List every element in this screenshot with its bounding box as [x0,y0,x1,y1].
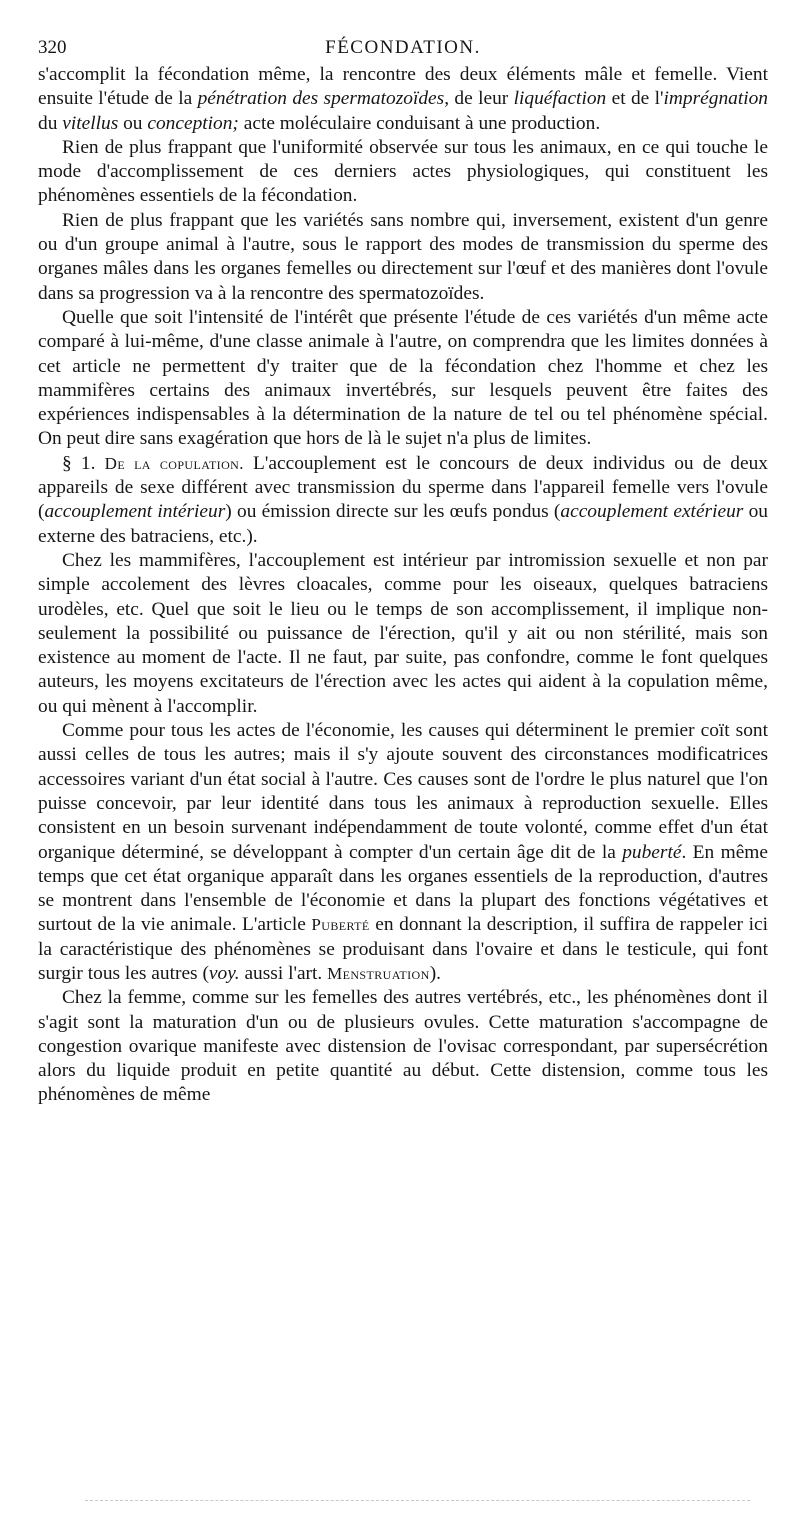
italic-term: accouplement extérieur [560,501,744,523]
text-run: en donnant la description, il suffira de rappeler ici la caractéristique des phénomènes se produisant dans l'ovaire et dans le testicule, qui font surgir tous les autres ( [38,914,768,984]
cross-reference: Menstruation [327,963,430,983]
text-run: ) ou émission directe sur les œufs pondus ( [225,501,561,523]
italic-term: vitellus [62,112,119,134]
italic-term: puberté [622,841,682,863]
italic-term: pénétration des spermatozoïdes [197,88,445,110]
italic-term: accouplement intérieur [44,501,226,523]
italic-term: conception; [147,112,239,134]
text-run: , de leur [444,88,514,110]
text-run: du [38,112,63,134]
text-run: et de l' [606,88,664,110]
section-mark: § 1. [62,452,96,474]
italic-term: imprégnation [663,88,769,110]
text-run: aussi l'art. [239,962,328,984]
page-number: 320 [38,37,67,58]
paragraph-3: Rien de plus frappant que les variétés sans nombre qui, inversement, existent d'un genre ou d'un groupe animal à l'autre, sous le rapport des modes de transmission du sperme des organes mâles dans les organes femelles ou directement sur l'œuf et des manières dont l'ovule dans sa progression va à la rencontre des spermatozoïdes. [38,209,768,304]
italic-term: voy. [208,962,240,984]
paragraph-7 [38,719,768,986]
text-run: s'accomplit la fécondation même, la rencontre des deux éléments mâle et femelle. Vient ensuite l'étude de la [38,64,768,110]
text-run: ou [118,112,148,134]
text-run: L'accouplement est le concours de deux individus ou de deux appareils de sexe différent avec transmission du sperme dans l'appareil femelle vers l'ovule ( [38,452,768,523]
body-text [38,63,768,1108]
section-title: De la copulation. [104,453,244,473]
text-run: . En même temps que cet état organique apparaît dans les organes essentiels de la reproduction, d'autres se montrent dans l'ensemble de l'économie et dans la plupart des fonctions végétatives et surtout de la vie animale. L'article [38,841,768,936]
text-run: acte moléculaire conduisant à une production. [238,112,601,134]
paragraph-8: Chez la femme, comme sur les femelles des autres vertébrés, etc., les phénomènes dont il s'agit sont la maturation d'un ou de plusieurs ovules. Cette maturation s'accompagne de congestion ovarique manifeste avec distension de l'ovisac correspondant, par supersécrétion alors du liquide produit en petite quantité au début. Cette distension, comme tous les phénomènes de même [38,987,768,1106]
text-run: ou externe des batraciens, etc.). [38,501,768,547]
text-run: Comme pour tous les actes de l'économie, les causes qui déterminent le premier coït sont aussi celles de tous les autres; mais il s'y ajoute souvent des circonstances modificatrices accessoires variant d'un état social à l'autre. Ces causes sont de l'ordre le plus naturel que l'on puisse concevoir, par leur identité dans tous les animaux à reproduction sexuelle. Elles consistent en un besoin survenant indépendamment de toute volonté, comme effet d'un état organique déterminé, se développant à compter d'un certain âge dit de la [38,720,768,863]
cross-reference: Puberté [311,915,370,935]
text-run: ). [429,962,442,984]
paragraph-6: Chez les mammifères, l'accouplement est intérieur par intromission sexuelle et non par simple accolement des lèvres cloacales, comme pour les oiseaux, quelques batraciens urodèles, etc. Quel que soit le lieu ou le temps de son accomplissement, il implique non-seulement la possibilité ou puissance de l'érection, qu'il y ait ou non stérilité, mais son existence au moment de l'acte. Il ne faut, par suite, pas confondre, comme le font quelques auteurs, les moyens excitateurs de l'érection avec les actes qui aident à la copulation même, ou qui mènent à l'accomplir. [38,549,768,717]
running-head [38,33,768,63]
paragraph-4: Quelle que soit l'intensité de l'intérêt que présente l'étude de ces variétés d'un même acte comparé à lui-même, d'une classe animale à l'autre, on comprendra que les limites données à cet article ne permettent d'y traiter que de la fécondation chez l'homme et chez les mammifères certains des animaux invertébrés, sur lesquels peuvent être faites des expériences indispensables à la détermination de la nature de tel ou tel phénomène spécial. On peut dire sans exagération que hors de là le sujet n'a plus de limites. [38,306,768,450]
italic-term: liquéfaction [513,88,607,110]
paragraph-5 [38,452,768,549]
paragraph-2: Rien de plus frappant que l'uniformité observée sur tous les animaux, en ce qui touche le mode d'accomplissement de ces derniers actes physiologiques, qui constituent les phénomènes essentiels de la fécondation. [38,136,768,207]
running-title: FÉCONDATION. [325,37,481,58]
footer-rule [85,1500,750,1501]
paragraph-1 [38,63,768,136]
